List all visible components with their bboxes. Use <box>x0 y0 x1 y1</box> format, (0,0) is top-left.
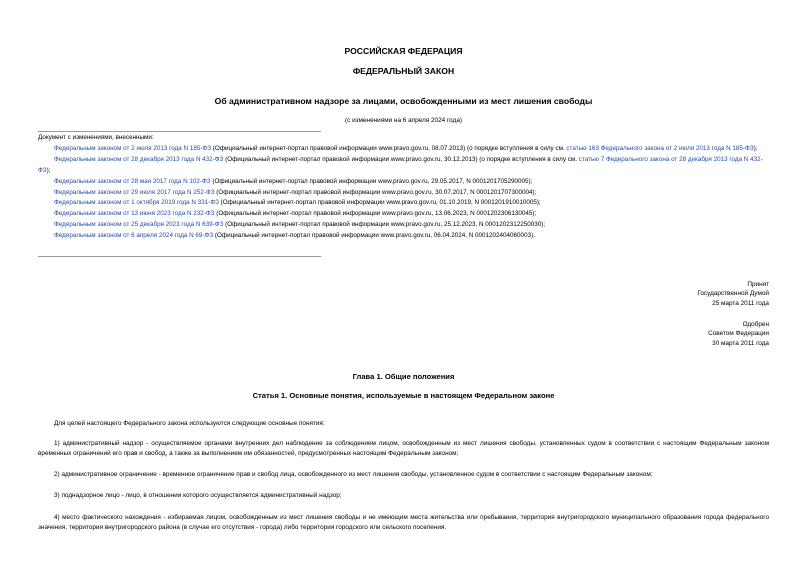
amendment-text: (Официальный интернет-портал правовой информации www.pravo.gov.ru, 01.10.2019, N 0001201910010005); <box>218 199 541 207</box>
amendment-link[interactable]: Федеральным законом от 25 декабря 2023 года N 639-ФЗ <box>54 221 224 229</box>
amendment-text: (Официальный интернет-портал правовой информации www.pravo.gov.ru, 25.12.2023, N 0001202312250030); <box>223 221 546 229</box>
paragraph: 2) административное ограничение - временное ограничение прав и свобод лица, освобожденного из мест лишения свободы, установленное судом в соответствии с настоящим Федеральным законом; <box>54 471 653 478</box>
law-title: Об административном надзоре за лицами, освобожденными из мест лишения свободы <box>214 96 593 106</box>
amendment-text: (Официальный интернет-портал правовой информации www.pravo.gov.ru, 08.07.2013) (о порядке вступления в силу см. <box>211 144 567 152</box>
amendment-tail: ); <box>753 144 758 152</box>
amendment-link[interactable]: Федеральным законом от 2 июля 2013 года N 185-ФЗ <box>54 144 212 152</box>
top-divider <box>38 131 321 132</box>
amendment-article-link[interactable]: статью 163 Федерального закона от 2 июля 2013 года N 185-ФЗ <box>566 144 754 152</box>
country-heading: РОССИЙСКАЯ ФЕДЕРАЦИЯ <box>344 46 463 56</box>
adoption-date: 25 марта 2011 года <box>712 299 769 307</box>
amendment-link[interactable]: Федеральным законом от 29 июля 2017 года N 252-ФЗ <box>54 188 215 196</box>
amendment-link[interactable]: Федеральным законом от 13 июня 2023 года N 232-ФЗ <box>54 210 215 218</box>
amendment-item <box>38 231 770 242</box>
approval-date: 30 марта 2011 года <box>712 339 769 347</box>
amendment-item <box>38 209 770 220</box>
chapter-heading: Глава 1. Общие положения <box>352 372 455 381</box>
approval-status: Одобрен <box>742 321 769 328</box>
paragraph: Для целей настоящего Федерального закона используются следующие основные понятия: <box>54 420 325 427</box>
amendment-item <box>38 144 770 155</box>
amendment-link[interactable]: Федеральным законом от 28 декабря 2013 года N 432-ФЗ <box>54 155 224 163</box>
council-approval <box>708 320 769 348</box>
approval-body: Советом Федерации <box>708 330 769 338</box>
amendment-article-link[interactable]: статью 7 Федерального закона от 28 декабря 2013 года N 432-ФЗ <box>38 155 763 174</box>
bottom-divider <box>38 256 321 257</box>
amendments-block <box>38 133 770 242</box>
amendment-tail: ); <box>46 166 51 174</box>
duma-adoption <box>697 280 769 308</box>
paragraph: 4) место фактического нахождения - избираемая лицом, освобожденным из мест лишения свободы и не имеющим места жительства или пребывания, территория внутригородского муниципального образования города федерального значения, территория внутригородского района (в случае его отсутствия - города) либо территория городского или сельского поселения. <box>38 514 769 532</box>
amendment-text: (Официальный интернет-портал правовой информации www.pravo.gov.ru, 30.12.2013) (о порядке вступления в силу см. <box>223 155 579 163</box>
amendment-text: (Официальный интернет-портал правовой информации www.pravo.gov.ru, 13.06.2023, N 0001202306130045); <box>214 210 537 218</box>
amendment-text: (Официальный интернет-портал правовой информации www.pravo.gov.ru, 30.07.2017, N 0001201707300004); <box>214 188 537 196</box>
revision-note: (с изменениями на 6 апреля 2024 года) <box>345 117 462 124</box>
amendment-text: (Официальный интернет-портал правовой информации www.pravo.gov.ru, 29.05.2017, N 0001201705290005); <box>210 177 533 185</box>
amendment-item <box>38 220 770 231</box>
paragraph: 3) поднадзорное лицо - лицо, в отношении которого осуществляется административный надзор; <box>54 492 342 499</box>
amendment-link[interactable]: Федеральным законом от 1 октября 2019 года N 331-ФЗ <box>54 199 219 207</box>
amendment-item <box>38 155 770 177</box>
adoption-status: Принят <box>747 281 769 288</box>
adoption-body: Государственной Думой <box>697 290 769 298</box>
amendment-link[interactable]: Федеральным законом от 6 апреля 2024 года N 69-ФЗ <box>54 232 214 240</box>
paragraph: 1) административный надзор - осуществляемое органами внутренних дел наблюдение за соблюдением лицом, освобожденным из мест лишения свободы, установленных судом в соответствии с настоящим Федеральным законом временных ограничений его прав и свобод, а также за выполнением им обязанностей, предусмотренных настоящим Федеральным законом; <box>38 440 769 458</box>
law-type-heading: ФЕДЕРАЛЬНЫЙ ЗАКОН <box>352 66 455 76</box>
article-heading: Статья 1. Основные понятия, используемые в настоящем Федеральном законе <box>252 391 555 400</box>
amendment-link[interactable]: Федеральным законом от 28 мая 2017 года N 102-ФЗ <box>54 177 211 185</box>
amendment-item <box>38 188 770 199</box>
amendment-item <box>38 198 770 209</box>
amendment-item <box>38 177 770 188</box>
amendment-text: (Официальный интернет-портал правовой информации www.pravo.gov.ru, 06.04.2024, N 0001202404060003). <box>213 232 535 240</box>
amendments-intro: Документ с изменениями, внесенными: <box>38 134 154 141</box>
